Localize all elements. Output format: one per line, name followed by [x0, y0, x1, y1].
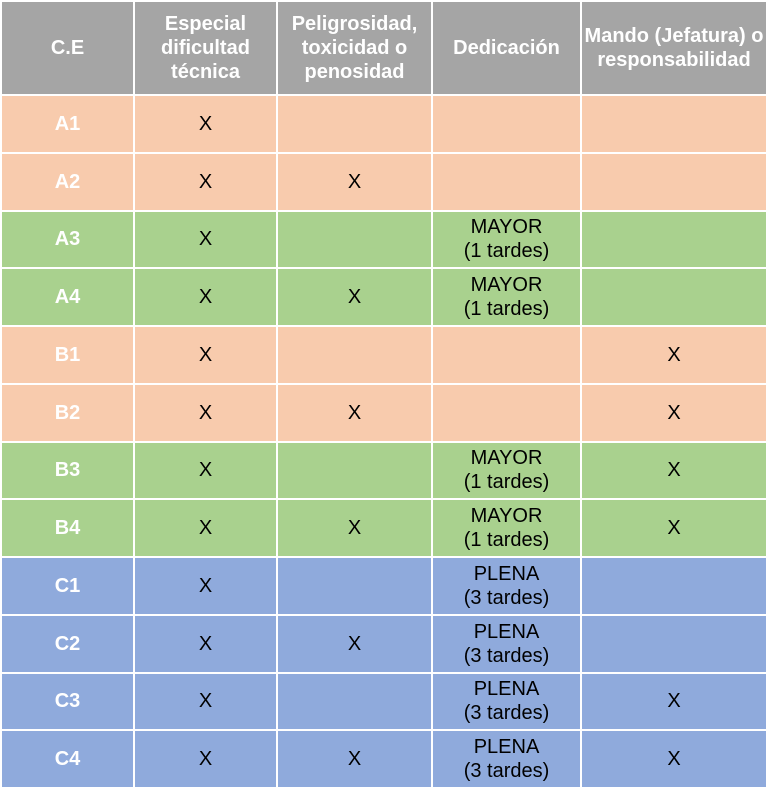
- dedicacion-cell: [432, 384, 581, 442]
- peligrosidad-cell: X: [277, 268, 432, 326]
- dedicacion-level: PLENA: [473, 678, 540, 701]
- peligrosidad-cell: X: [277, 730, 432, 788]
- mando-cell: X: [581, 442, 766, 500]
- table-row: [1, 95, 766, 153]
- header-especial-dificultad: Especial dificultad técnica: [134, 1, 277, 95]
- ce-cell: C1: [1, 557, 134, 615]
- mando-cell: X: [581, 499, 766, 557]
- especial-cell: X: [134, 730, 277, 788]
- especial-cell: X: [134, 211, 277, 269]
- mando-cell: [581, 615, 766, 673]
- peligrosidad-cell: [277, 326, 432, 384]
- header-peligrosidad: Peligrosidad, toxicidad o penosidad: [277, 1, 432, 95]
- table-row: [1, 442, 766, 500]
- ce-cell: B1: [1, 326, 134, 384]
- especial-cell: X: [134, 153, 277, 211]
- ce-cell: A2: [1, 153, 134, 211]
- table-row: [1, 615, 766, 673]
- dedicacion-level: MAYOR: [470, 274, 543, 297]
- peligrosidad-cell: X: [277, 499, 432, 557]
- table-row: [1, 384, 766, 442]
- ce-cell: C3: [1, 673, 134, 731]
- table-body: [1, 95, 766, 788]
- dedicacion-tardes: (1 tardes): [463, 298, 550, 321]
- especial-cell: X: [134, 95, 277, 153]
- dedicacion-tardes: (1 tardes): [463, 240, 550, 263]
- table-row: [1, 153, 766, 211]
- peligrosidad-cell: [277, 211, 432, 269]
- peligrosidad-cell: [277, 442, 432, 500]
- dedicacion-level: MAYOR: [470, 505, 543, 528]
- mando-cell: X: [581, 673, 766, 731]
- dedicacion-cell: [432, 95, 581, 153]
- mando-cell: [581, 153, 766, 211]
- mando-cell: X: [581, 326, 766, 384]
- dedicacion-cell: [432, 326, 581, 384]
- dedicacion-level: PLENA: [473, 620, 540, 643]
- dedicacion-cell: [432, 211, 581, 269]
- peligrosidad-cell: [277, 673, 432, 731]
- header-mando: Mando (Jefatura) o responsabilidad: [581, 1, 766, 95]
- ce-cell: B3: [1, 442, 134, 500]
- especial-cell: X: [134, 499, 277, 557]
- table-row: [1, 557, 766, 615]
- mando-cell: [581, 268, 766, 326]
- dedicacion-level: PLENA: [473, 736, 540, 759]
- dedicacion-tardes: (3 tardes): [463, 586, 550, 609]
- especial-cell: X: [134, 615, 277, 673]
- dedicacion-cell: [432, 499, 581, 557]
- mando-cell: X: [581, 730, 766, 788]
- peligrosidad-cell: X: [277, 615, 432, 673]
- mando-cell: [581, 211, 766, 269]
- table-row: [1, 211, 766, 269]
- table-row: [1, 326, 766, 384]
- ce-cell: C4: [1, 730, 134, 788]
- table-row: [1, 730, 766, 788]
- dedicacion-cell: [432, 557, 581, 615]
- especial-cell: X: [134, 673, 277, 731]
- peligrosidad-cell: X: [277, 153, 432, 211]
- dedicacion-cell: [432, 268, 581, 326]
- peligrosidad-cell: [277, 557, 432, 615]
- table-row: [1, 673, 766, 731]
- especial-cell: X: [134, 442, 277, 500]
- dedicacion-tardes: (3 tardes): [463, 644, 550, 667]
- mando-cell: X: [581, 384, 766, 442]
- dedicacion-tardes: (1 tardes): [463, 471, 550, 494]
- ce-cell: B2: [1, 384, 134, 442]
- header-row: [1, 1, 766, 95]
- dedicacion-cell: [432, 673, 581, 731]
- ce-cell: A3: [1, 211, 134, 269]
- mando-cell: [581, 557, 766, 615]
- table-row: [1, 268, 766, 326]
- especial-cell: X: [134, 557, 277, 615]
- header-ce: C.E: [1, 1, 134, 95]
- ce-cell: C2: [1, 615, 134, 673]
- ce-cell: B4: [1, 499, 134, 557]
- ce-cell: A4: [1, 268, 134, 326]
- especial-cell: X: [134, 384, 277, 442]
- dedicacion-tardes: (1 tardes): [463, 529, 550, 552]
- dedicacion-cell: [432, 730, 581, 788]
- table-row: [1, 499, 766, 557]
- dedicacion-tardes: (3 tardes): [463, 702, 550, 725]
- especial-cell: X: [134, 268, 277, 326]
- dedicacion-cell: [432, 153, 581, 211]
- dedicacion-tardes: (3 tardes): [463, 760, 550, 783]
- header-dedicacion: Dedicación: [432, 1, 581, 95]
- dedicacion-level: MAYOR: [470, 216, 543, 239]
- dedicacion-cell: [432, 615, 581, 673]
- peligrosidad-cell: X: [277, 384, 432, 442]
- dedicacion-cell: [432, 442, 581, 500]
- mando-cell: [581, 95, 766, 153]
- dedicacion-level: MAYOR: [470, 447, 543, 470]
- dedicacion-level: PLENA: [473, 562, 540, 585]
- especial-cell: X: [134, 326, 277, 384]
- ce-cell: A1: [1, 95, 134, 153]
- peligrosidad-cell: [277, 95, 432, 153]
